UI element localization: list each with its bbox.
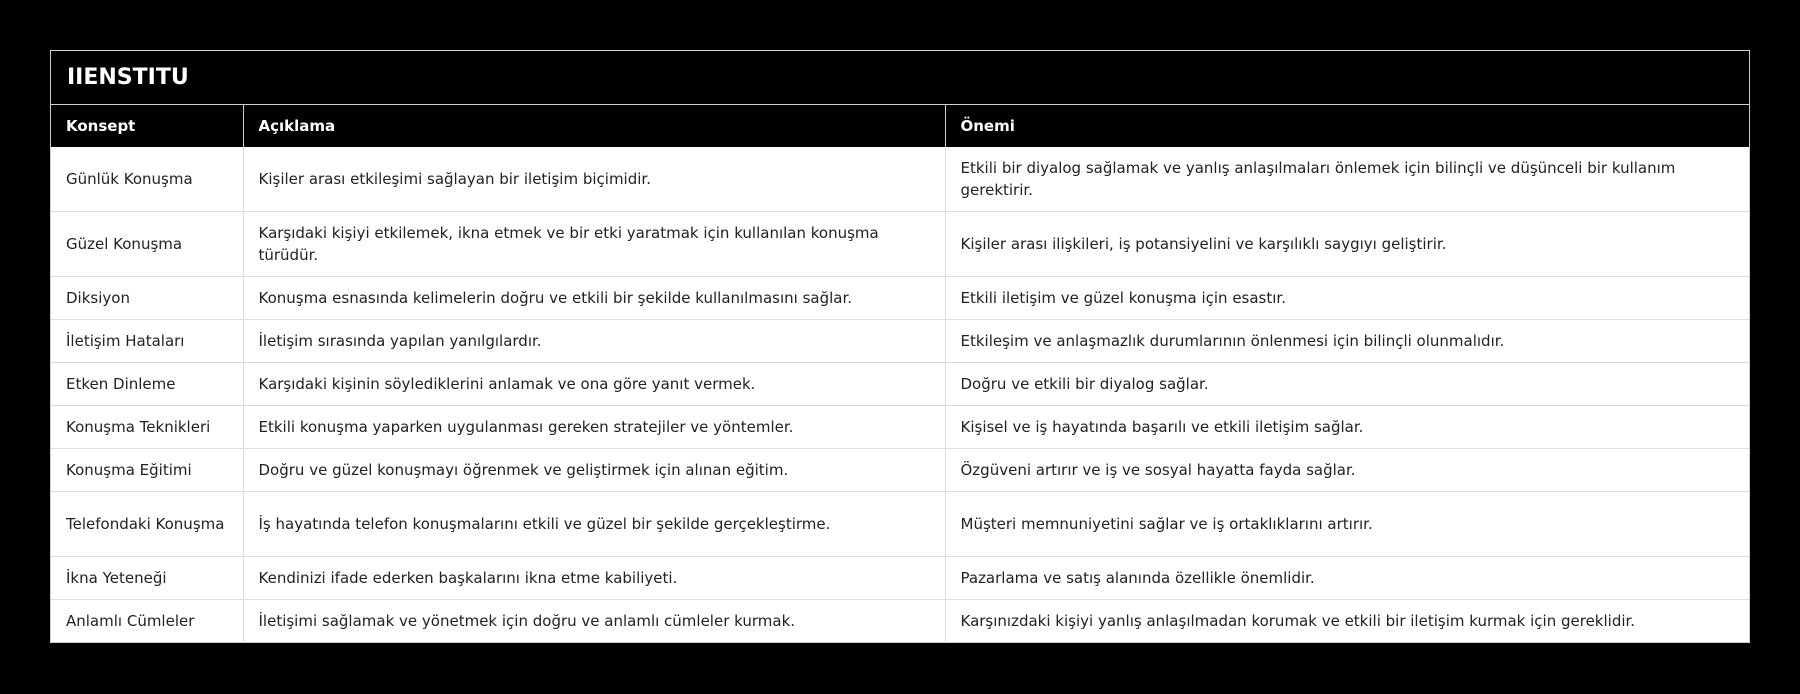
cell-konsept: İkna Yeteneği (51, 557, 243, 600)
cell-aciklama: Karşıdaki kişiyi etkilemek, ikna etmek ve bir etki yaratmak için kullanılan konuşma türüdür. (243, 212, 945, 277)
cell-onemi: Doğru ve etkili bir diyalog sağlar. (945, 363, 1749, 406)
cell-konsept: Anlamlı Cümleler (51, 600, 243, 643)
table-row (51, 363, 1749, 406)
cell-aciklama: Doğru ve güzel konuşmayı öğrenmek ve geliştirmek için alınan eğitim. (243, 449, 945, 492)
cell-aciklama: Karşıdaki kişinin söylediklerini anlamak ve ona göre yanıt vermek. (243, 363, 945, 406)
header-aciklama: Açıklama (243, 105, 945, 147)
cell-onemi: Pazarlama ve satış alanında özellikle önemlidir. (945, 557, 1749, 600)
header-onemi: Önemi (945, 105, 1749, 147)
cell-aciklama: İletişim sırasında yapılan yanılgılardır. (243, 320, 945, 363)
cell-aciklama: Etkili konuşma yaparken uygulanması gereken stratejiler ve yöntemler. (243, 406, 945, 449)
cell-aciklama: İletişimi sağlamak ve yönetmek için doğru ve anlamlı cümleler kurmak. (243, 600, 945, 643)
cell-konsept: İletişim Hataları (51, 320, 243, 363)
cell-onemi: Karşınızdaki kişiyi yanlış anlaşılmadan korumak ve etkili bir iletişim kurmak için gereklidir. (945, 600, 1749, 643)
cell-onemi: Müşteri memnuniyetini sağlar ve iş ortaklıklarını artırır. (945, 492, 1749, 557)
cell-onemi: Kişiler arası ilişkileri, iş potansiyelini ve karşılıklı saygıyı geliştirir. (945, 212, 1749, 277)
cell-konsept: Telefondaki Konuşma (51, 492, 243, 557)
header-konsept: Konsept (51, 105, 243, 147)
cell-konsept: Konuşma Teknikleri (51, 406, 243, 449)
cell-konsept: Günlük Konuşma (51, 147, 243, 212)
cell-aciklama: İş hayatında telefon konuşmalarını etkili ve güzel bir şekilde gerçekleştirme. (243, 492, 945, 557)
table-row (51, 600, 1749, 643)
table-row (51, 147, 1749, 212)
cell-onemi: Kişisel ve iş hayatında başarılı ve etkili iletişim sağlar. (945, 406, 1749, 449)
cell-konsept: Güzel Konuşma (51, 212, 243, 277)
table-row (51, 320, 1749, 363)
table-row (51, 406, 1749, 449)
cell-onemi: Özgüveni artırır ve iş ve sosyal hayatta fayda sağlar. (945, 449, 1749, 492)
cell-konsept: Konuşma Eğitimi (51, 449, 243, 492)
cell-konsept: Etken Dinleme (51, 363, 243, 406)
table-title: IIENSTITU (51, 51, 1749, 105)
concept-table (50, 50, 1750, 643)
table-row (51, 212, 1749, 277)
cell-onemi: Etkili bir diyalog sağlamak ve yanlış anlaşılmaları önlemek için bilinçli ve düşünceli bir kullanım gerektirir. (945, 147, 1749, 212)
cell-aciklama: Kendinizi ifade ederken başkalarını ikna etme kabiliyeti. (243, 557, 945, 600)
cell-onemi: Etkili iletişim ve güzel konuşma için esastır. (945, 277, 1749, 320)
cell-aciklama: Konuşma esnasında kelimelerin doğru ve etkili bir şekilde kullanılmasını sağlar. (243, 277, 945, 320)
table-row (51, 277, 1749, 320)
cell-onemi: Etkileşim ve anlaşmazlık durumlarının önlenmesi için bilinçli olunmalıdır. (945, 320, 1749, 363)
cell-aciklama: Kişiler arası etkileşimi sağlayan bir iletişim biçimidir. (243, 147, 945, 212)
table-row (51, 557, 1749, 600)
header-row (51, 105, 1749, 147)
data-table (51, 105, 1749, 642)
cell-konsept: Diksiyon (51, 277, 243, 320)
table-row (51, 449, 1749, 492)
table-row (51, 492, 1749, 557)
